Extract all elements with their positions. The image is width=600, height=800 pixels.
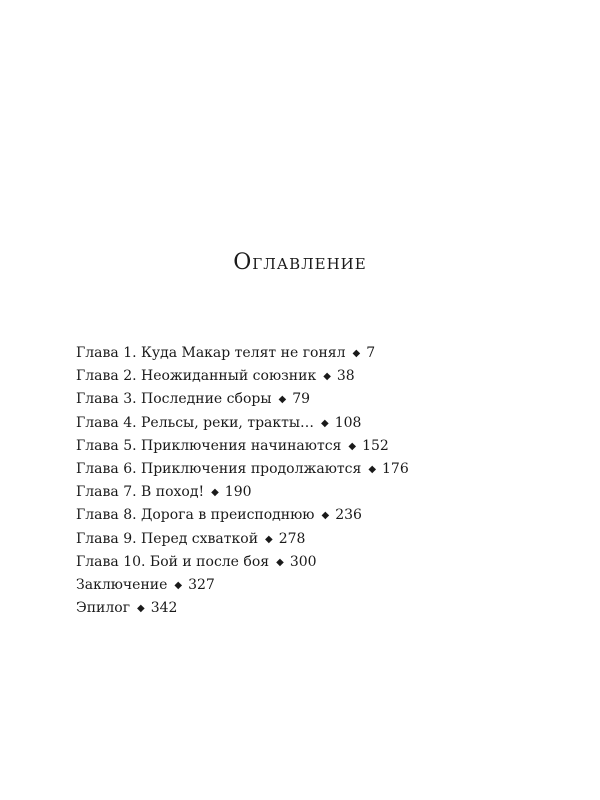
toc-entry-page: 152 [362, 437, 389, 454]
toc-entry-label: Глава 10. Бой и после боя [76, 553, 270, 570]
diamond-separator-icon: ◆ [323, 371, 331, 383]
toc-entry-page: 176 [382, 460, 409, 477]
diamond-separator-icon: ◆ [174, 579, 183, 591]
toc-entry-page: 7 [366, 345, 376, 361]
toc-entry[interactable] [76, 368, 556, 391]
toc-entry-page: 108 [334, 414, 362, 431]
toc-entry[interactable] [76, 507, 556, 530]
toc-entry-label: Глава 9. Перед схваткой [76, 530, 259, 547]
diamond-separator-icon: ◆ [352, 348, 361, 359]
toc-entry[interactable] [76, 415, 556, 438]
toc-entry[interactable] [76, 391, 556, 414]
toc-entry-label: Глава 1. Куда Макар телят не гонял [76, 345, 346, 361]
toc-entry[interactable] [76, 484, 556, 507]
toc-title: Оглавление [233, 250, 367, 275]
toc-entry[interactable] [76, 438, 556, 461]
diamond-separator-icon: ◆ [368, 463, 377, 475]
toc-entry-label: Глава 8. Дорога в преисподнюю [76, 507, 315, 524]
toc-entry-label: Глава 6. Приключения продолжаются [76, 460, 362, 477]
diamond-separator-icon: ◆ [348, 440, 357, 452]
toc-entry-page: 278 [278, 530, 306, 547]
toc-entry-label: Глава 4. Рельсы, реки, тракты… [76, 414, 315, 431]
toc-entry[interactable] [76, 577, 556, 600]
diamond-separator-icon: ◆ [278, 394, 287, 406]
toc-entry-page: 190 [224, 484, 252, 501]
diamond-separator-icon: ◆ [276, 556, 284, 568]
toc-entry-page: 327 [188, 576, 215, 593]
diamond-separator-icon: ◆ [137, 603, 145, 615]
toc-entry[interactable] [76, 461, 556, 484]
toc-entry[interactable] [76, 554, 556, 577]
toc-entry-label: Заключение [76, 576, 168, 593]
toc-entry-page: 79 [292, 391, 311, 408]
toc-entry-label: Глава 3. Последние сборы [76, 391, 272, 408]
toc-entry-page: 38 [336, 368, 355, 385]
toc-entry-label: Глава 2. Неожиданный союзник [76, 368, 317, 385]
toc-list [76, 345, 556, 623]
toc-entry-page: 342 [150, 600, 178, 617]
toc-entry-label: Глава 7. В поход! [76, 484, 205, 501]
toc-entry-page: 300 [289, 553, 317, 570]
toc-entry[interactable] [76, 600, 556, 623]
toc-entry-label: Эпилог [76, 600, 131, 617]
diamond-separator-icon: ◆ [321, 417, 329, 429]
diamond-separator-icon: ◆ [321, 510, 330, 522]
toc-entry[interactable] [76, 531, 556, 554]
diamond-separator-icon: ◆ [211, 487, 219, 499]
diamond-separator-icon: ◆ [265, 533, 273, 545]
toc-entry-label: Глава 5. Приключения начинаются [76, 437, 342, 454]
toc-entry[interactable] [76, 345, 556, 368]
toc-entry-page: 236 [335, 507, 362, 524]
